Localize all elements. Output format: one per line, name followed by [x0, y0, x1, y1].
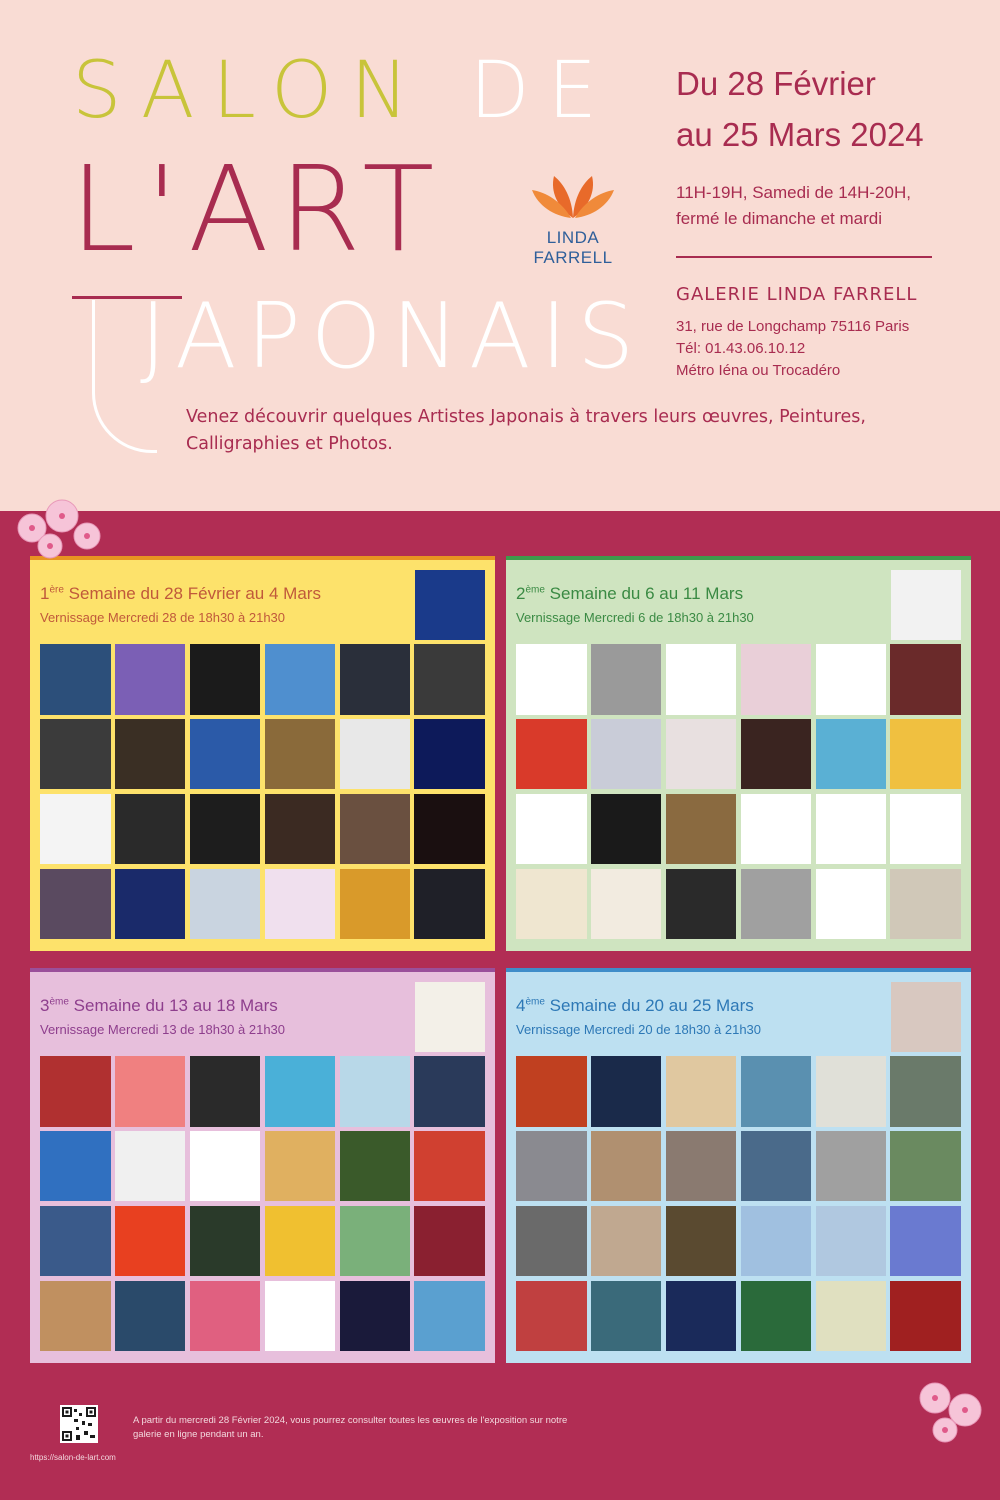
artwork-thumbnail	[115, 869, 186, 940]
artwork-thumbnail	[190, 794, 261, 865]
week-vernissage: Vernissage Mercredi 6 de 18h30 à 21h30	[516, 610, 754, 625]
artwork-thumbnail	[265, 1206, 336, 1277]
qr-code-icon[interactable]	[60, 1405, 98, 1443]
week-panel-3	[30, 968, 495, 1363]
featured-artwork	[891, 570, 961, 640]
date-line-1: Du 28 Février	[676, 65, 876, 102]
artwork-thumbnail	[115, 644, 186, 715]
artwork-thumbnail	[265, 869, 336, 940]
artwork-thumbnail	[190, 719, 261, 790]
opening-hours	[676, 180, 911, 233]
artwork-thumbnail	[816, 644, 887, 715]
artwork-thumbnail	[591, 1131, 662, 1202]
week-title	[516, 996, 754, 1016]
artwork-thumbnail	[414, 719, 485, 790]
artwork-thumbnail	[516, 644, 587, 715]
artwork-thumbnail	[591, 1281, 662, 1352]
artwork-thumbnail	[265, 794, 336, 865]
artwork-thumbnail	[340, 1206, 411, 1277]
artwork-thumbnail	[40, 719, 111, 790]
artwork-thumbnail	[516, 794, 587, 865]
artwork-thumbnail	[190, 1281, 261, 1352]
artwork-thumbnail	[591, 1056, 662, 1127]
artwork-thumbnail	[115, 1131, 186, 1202]
artwork-thumbnail	[115, 1056, 186, 1127]
artwork-thumbnail	[666, 644, 737, 715]
artwork-thumbnail	[115, 794, 186, 865]
artwork-grid	[40, 1056, 485, 1351]
artwork-thumbnail	[414, 1206, 485, 1277]
artwork-thumbnail	[890, 1056, 961, 1127]
artwork-grid	[40, 644, 485, 939]
artwork-thumbnail	[816, 1131, 887, 1202]
week-panel-2	[506, 556, 971, 951]
logo-name: LINDA FARRELL	[533, 228, 613, 267]
featured-artwork	[415, 982, 485, 1052]
week-suffix: ème	[49, 996, 69, 1008]
artwork-thumbnail	[340, 1131, 411, 1202]
artwork-thumbnail	[741, 869, 812, 940]
artwork-thumbnail	[40, 1281, 111, 1352]
week-title	[40, 996, 278, 1016]
divider	[676, 256, 932, 258]
exhibition-dates	[676, 58, 924, 160]
artwork-thumbnail	[40, 1131, 111, 1202]
artwork-thumbnail	[265, 1131, 336, 1202]
artwork-thumbnail	[414, 1056, 485, 1127]
artwork-thumbnail	[666, 869, 737, 940]
artwork-thumbnail	[741, 644, 812, 715]
artwork-thumbnail	[816, 869, 887, 940]
artwork-thumbnail	[40, 1206, 111, 1277]
artwork-thumbnail	[816, 1206, 887, 1277]
gallery-logo	[508, 168, 638, 268]
artwork-thumbnail	[890, 1281, 961, 1352]
week-number: 1	[40, 584, 50, 603]
artwork-thumbnail	[890, 794, 961, 865]
artwork-thumbnail	[741, 1131, 812, 1202]
cherry-blossom-icon	[2, 488, 112, 568]
artwork-thumbnail	[115, 1281, 186, 1352]
artwork-thumbnail	[591, 1206, 662, 1277]
address-street: 31, rue de Longchamp 75116 Paris	[676, 318, 910, 335]
week-title-text: Semaine du 20 au 25 Mars	[549, 996, 754, 1015]
footer-note: A partir du mercredi 28 Février 2024, vous pourrez consulter toutes les œuvres de l'exposition sur notre galerie en ligne pendant un an.	[133, 1415, 568, 1440]
week-number: 2	[516, 584, 526, 603]
artwork-thumbnail	[591, 719, 662, 790]
artwork-thumbnail	[190, 1131, 261, 1202]
title-japonais: JAPONAIS	[140, 284, 645, 389]
week-suffix: ème	[525, 996, 545, 1008]
artwork-thumbnail	[816, 1281, 887, 1352]
artwork-thumbnail	[40, 794, 111, 865]
artwork-thumbnail	[115, 1206, 186, 1277]
artwork-thumbnail	[591, 644, 662, 715]
artwork-thumbnail	[115, 719, 186, 790]
artwork-thumbnail	[666, 1056, 737, 1127]
featured-artwork	[415, 570, 485, 640]
artwork-thumbnail	[340, 1281, 411, 1352]
artwork-thumbnail	[414, 1131, 485, 1202]
artwork-thumbnail	[816, 794, 887, 865]
artwork-thumbnail	[414, 644, 485, 715]
title-de: DE	[469, 46, 615, 136]
artwork-thumbnail	[190, 869, 261, 940]
artwork-thumbnail	[414, 1281, 485, 1352]
artwork-thumbnail	[340, 869, 411, 940]
featured-artwork	[891, 982, 961, 1052]
artwork-thumbnail	[190, 1056, 261, 1127]
week-title	[516, 584, 743, 604]
week-number: 3	[40, 996, 50, 1015]
artwork-thumbnail	[890, 1206, 961, 1277]
artwork-thumbnail	[516, 719, 587, 790]
artwork-thumbnail	[265, 1056, 336, 1127]
artwork-thumbnail	[340, 719, 411, 790]
week-title-text: Semaine du 13 au 18 Mars	[73, 996, 278, 1015]
gallery-name: GALERIE LINDA FARRELL	[676, 284, 918, 305]
week-vernissage: Vernissage Mercredi 20 de 18h30 à 21h30	[516, 1022, 762, 1037]
artwork-thumbnail	[40, 869, 111, 940]
artwork-thumbnail	[890, 869, 961, 940]
week-suffix: ère	[49, 584, 64, 596]
artwork-thumbnail	[340, 794, 411, 865]
artwork-thumbnail	[414, 794, 485, 865]
artwork-thumbnail	[190, 1206, 261, 1277]
gallery-address	[676, 316, 909, 381]
lotus-logo-icon	[528, 168, 618, 220]
artwork-thumbnail	[265, 644, 336, 715]
hours-line-2: fermé le dimanche et mardi	[676, 209, 882, 229]
artwork-thumbnail	[890, 644, 961, 715]
week-title-text: Semaine du 6 au 11 Mars	[549, 584, 744, 603]
artwork-thumbnail	[516, 1056, 587, 1127]
artwork-thumbnail	[265, 719, 336, 790]
artwork-thumbnail	[40, 1056, 111, 1127]
artwork-thumbnail	[40, 644, 111, 715]
address-metro: Métro Iéna ou Trocadéro	[676, 361, 841, 379]
artwork-thumbnail	[340, 644, 411, 715]
date-line-2: au 25 Mars 2024	[676, 116, 924, 154]
artwork-thumbnail	[666, 794, 737, 865]
week-panel-1	[30, 556, 495, 951]
artwork-thumbnail	[816, 719, 887, 790]
address-phone: Tél: 01.43.06.10.12	[676, 339, 806, 357]
artwork-thumbnail	[741, 794, 812, 865]
cherry-blossom-icon	[905, 1368, 1000, 1448]
artwork-thumbnail	[516, 1281, 587, 1352]
artwork-grid	[516, 644, 961, 939]
week-panel-4	[506, 968, 971, 1363]
week-vernissage: Vernissage Mercredi 28 de 18h30 à 21h30	[40, 610, 286, 625]
artwork-thumbnail	[414, 869, 485, 940]
artwork-thumbnail	[741, 1206, 812, 1277]
website-url[interactable]: https://salon-de-lart.com	[30, 1453, 116, 1462]
week-title	[40, 584, 321, 604]
artwork-thumbnail	[190, 644, 261, 715]
artwork-thumbnail	[666, 719, 737, 790]
artwork-thumbnail	[666, 1206, 737, 1277]
artwork-thumbnail	[666, 1131, 737, 1202]
title-salon-de	[72, 46, 652, 136]
artwork-thumbnail	[816, 1056, 887, 1127]
title-salon: SALON	[72, 46, 427, 136]
artwork-thumbnail	[591, 794, 662, 865]
artwork-thumbnail	[516, 869, 587, 940]
title-lart: L'ART	[70, 140, 445, 278]
hours-line-1: 11H-19H, Samedi de 14H-20H,	[676, 183, 911, 202]
artwork-thumbnail	[340, 1056, 411, 1127]
artwork-thumbnail	[516, 1206, 587, 1277]
artwork-thumbnail	[741, 1056, 812, 1127]
artwork-thumbnail	[890, 1131, 961, 1202]
artwork-thumbnail	[516, 1131, 587, 1202]
intro-text: Venez découvrir quelques Artistes Japonais à travers leurs œuvres, Peintures, Calligraphies et Photos.	[186, 407, 866, 455]
week-vernissage: Vernissage Mercredi 13 de 18h30 à 21h30	[40, 1022, 286, 1037]
artwork-thumbnail	[591, 869, 662, 940]
artwork-thumbnail	[666, 1281, 737, 1352]
week-suffix: ème	[525, 584, 545, 596]
artwork-thumbnail	[890, 719, 961, 790]
artwork-thumbnail	[741, 1281, 812, 1352]
artwork-thumbnail	[265, 1281, 336, 1352]
artwork-grid	[516, 1056, 961, 1351]
artwork-thumbnail	[741, 719, 812, 790]
week-title-text: Semaine du 28 Février au 4 Mars	[68, 584, 321, 603]
week-number: 4	[516, 996, 526, 1015]
